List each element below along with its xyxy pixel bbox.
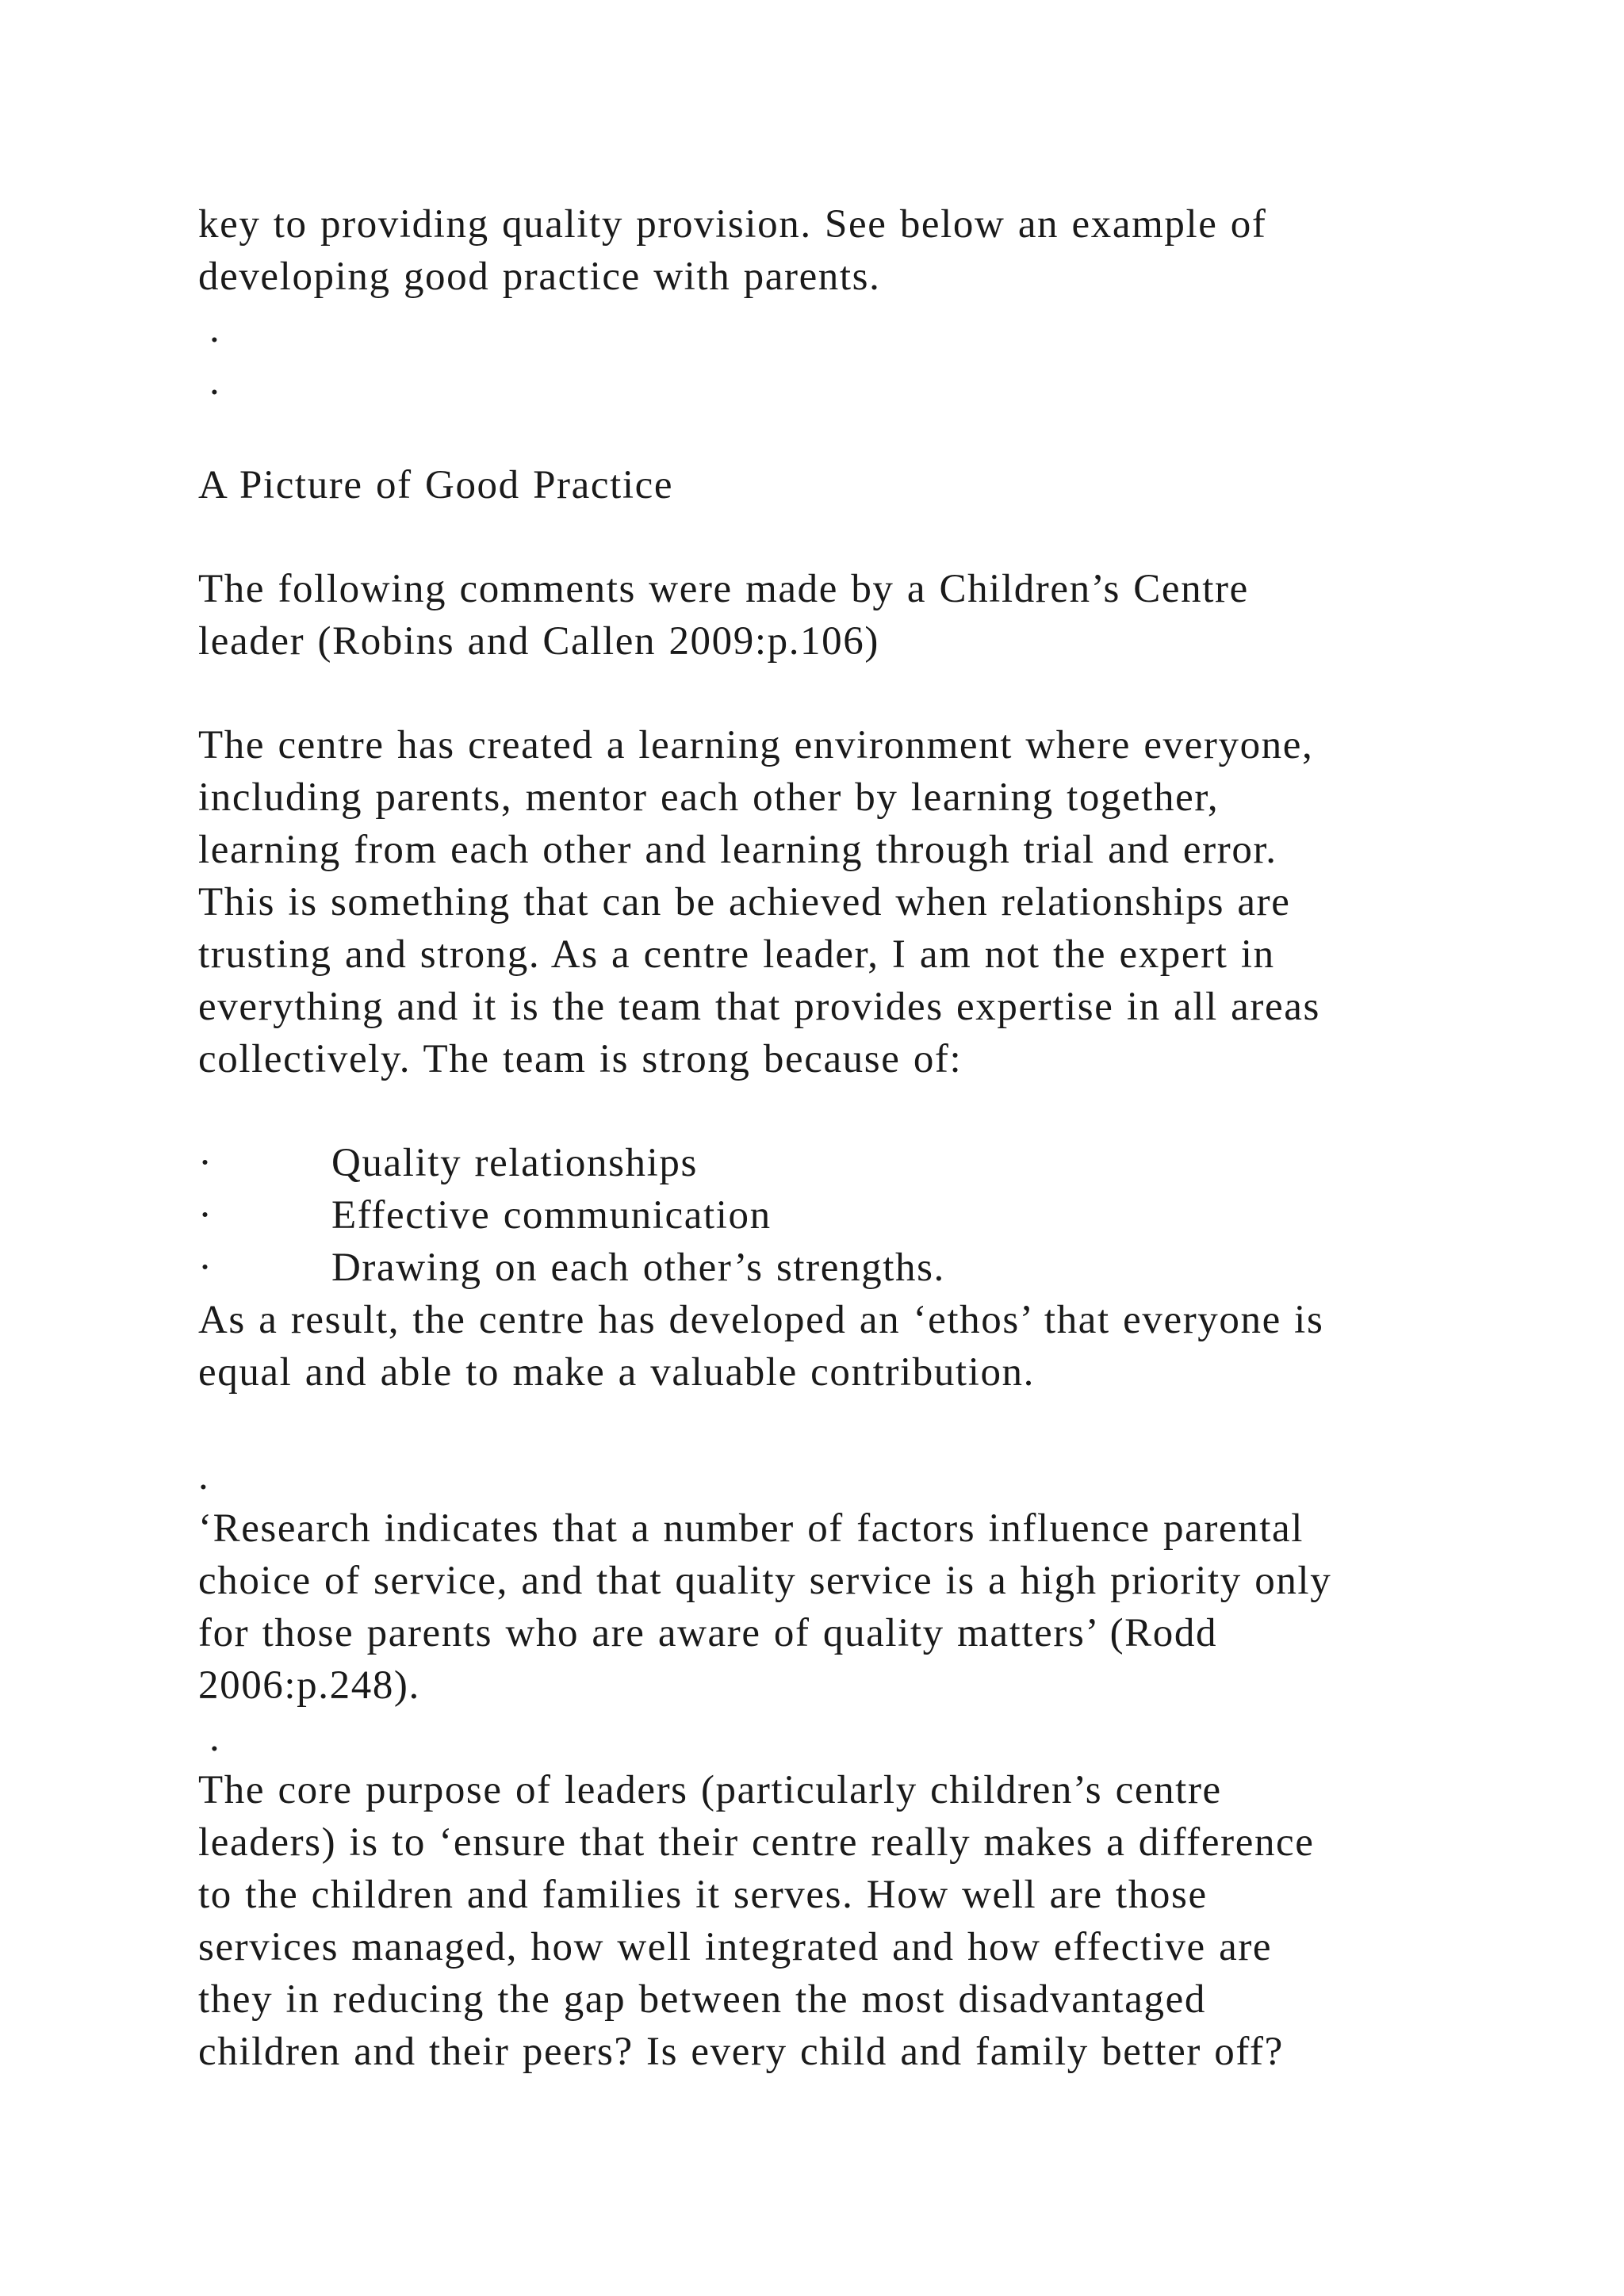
bullet-marker: · [198,1193,213,1238]
core-purpose-line: children and their peers? Is every child and family better off? [198,2030,1284,2074]
dot-separator: . [209,1716,221,1760]
dot-separator: . [209,307,221,351]
research-line: choice of service, and that quality service is a high priority only [198,1559,1332,1603]
intro-line: developing good practice with parents. [198,254,881,299]
dot-separator: . [198,1454,210,1498]
quote-line: The centre has created a learning environment where everyone, [198,723,1314,767]
dot-separator: . [209,359,221,404]
core-purpose-line: to the children and families it serves. How well are those [198,1873,1208,1917]
section-heading: A Picture of Good Practice [198,463,674,507]
quote-line: including parents, mentor each other by learning together, [198,775,1220,820]
bullet-marker: · [198,1141,213,1185]
result-line: As a result, the centre has developed an ‘ethos’ that everyone is [198,1298,1324,1342]
attribution-line: The following comments were made by a Children’s Centre [198,567,1249,611]
quote-line: trusting and strong. As a centre leader, I am not the expert in [198,932,1275,977]
quote-line: This is something that can be achieved when relationships are [198,880,1291,924]
core-purpose-line: The core purpose of leaders (particularly children’s centre [198,1768,1222,1812]
bullet-text: Drawing on each other’s strengths. [331,1246,945,1290]
intro-line: key to providing quality provision. See below an example of [198,202,1267,247]
quote-line: learning from each other and learning through trial and error. [198,828,1277,872]
quote-line: collectively. The team is strong because of: [198,1037,963,1081]
core-purpose-line: leaders) is to ‘ensure that their centre really makes a difference [198,1820,1315,1865]
research-line: for those parents who are aware of quality matters’ (Rodd [198,1611,1218,1655]
bullet-text: Quality relationships [331,1141,698,1185]
bullet-text: Effective communication [331,1193,772,1238]
bullet-marker: · [198,1246,213,1290]
core-purpose-line: services managed, how well integrated and how effective are [198,1925,1273,1969]
core-purpose-line: they in reducing the gap between the most disadvantaged [198,1977,1206,2022]
research-line: ‘Research indicates that a number of factors influence parental [198,1506,1304,1551]
quote-line: everything and it is the team that provides expertise in all areas [198,985,1320,1029]
attribution-line: leader (Robins and Callen 2009:p.106) [198,619,879,664]
research-line: 2006:p.248). [198,1663,420,1708]
result-line: equal and able to make a valuable contribution. [198,1350,1036,1395]
